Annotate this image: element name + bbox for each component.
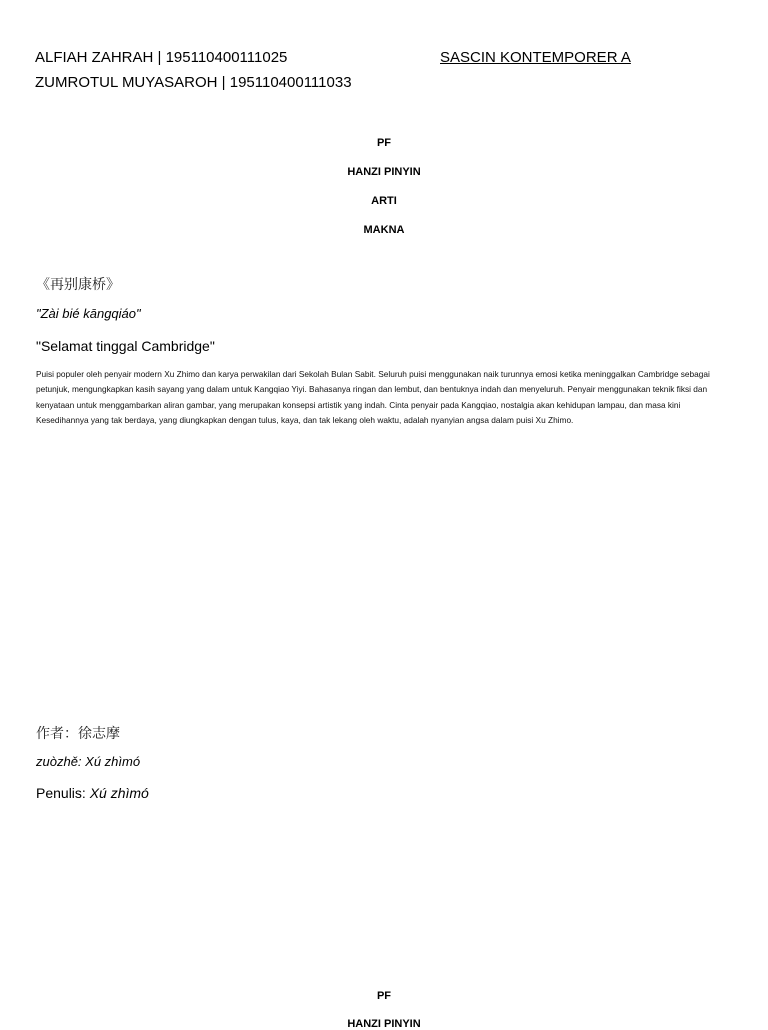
- title-pinyin: "Zài bié kāngqiáo": [36, 306, 141, 321]
- course-title: SASCIN KONTEMPORER A: [440, 49, 631, 66]
- legend-makna: MAKNA: [363, 224, 405, 236]
- author-arti: [36, 785, 149, 801]
- author-line-1: ALFIAH ZAHRAH | 195110400111025: [35, 49, 288, 66]
- author-line-2: ZUMROTUL MUYASAROH | 195110400111033: [35, 74, 352, 91]
- author-pinyin: zuòzhě: Xú zhìmó: [36, 754, 141, 769]
- author-hanzi: 作者：徐志摩: [36, 726, 120, 742]
- legend-pf: PF: [376, 137, 392, 149]
- title-arti: "Selamat tinggal Cambridge": [36, 338, 215, 354]
- title-hanzi: 《再别康桥》: [36, 277, 120, 293]
- legend2-hanzi-pinyin: HANZI PINYIN: [347, 1018, 421, 1030]
- author-arti-label: Penulis:: [36, 785, 90, 801]
- legend2-pf: PF: [376, 990, 392, 1002]
- legend-hanzi-pinyin: HANZI PINYIN: [347, 166, 421, 178]
- makna-paragraph: Puisi populer oleh penyair modern Xu Zhimo dan karya perwakilan dari Sekolah Bulan Sabit. Seluruh puisi menggunakan naik turunnya emosi ketika meninggalkan Cambridge sebagai petunjuk, mengungkapkan kasih sayang yang dalam untuk Kangqiao Yiyi. Bahasanya ringan dan lembut, dan bentuknya indah dan menyeluruh. Penyair menggunakan teknik fiksi dan kenyataan untuk menggambarkan aliran gambar, yang merupakan konsepsi artistik yang indah. Cinta penyair pada Kangqiao, nostalgia akan kehidupan lampau, dan masa kini Kesedihannya yang tak berdaya, yang diungkapkan dengan tulus, kaya, dan tak lekang oleh waktu, adalah nyanyian angsa dalam puisi Xu Zhimo.: [36, 369, 710, 425]
- legend-arti: ARTI: [371, 195, 397, 207]
- author-arti-name: Xú zhìmó: [89, 785, 149, 801]
